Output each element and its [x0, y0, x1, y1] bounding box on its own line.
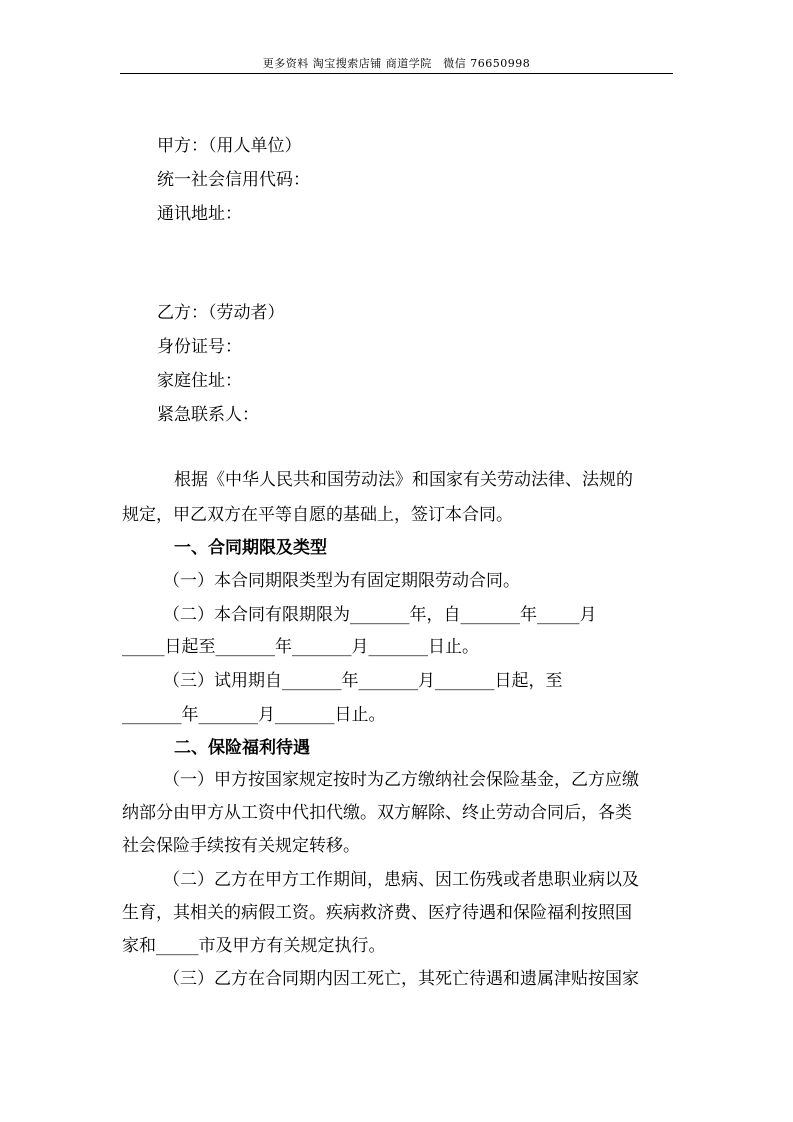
header-divider	[120, 73, 673, 74]
clause-line: （三）试用期自_______年_______月_______日起，至	[163, 671, 563, 691]
party-a-address: 通讯地址：	[157, 204, 242, 224]
clause-line: （三）乙方在合同期内因工死亡，其死亡待遇和遗属津贴按国家	[163, 969, 639, 989]
section-heading: 二、保险福利待遇	[174, 738, 310, 758]
party-b-home-address: 家庭住址：	[157, 371, 242, 391]
page-header: 更多资料 淘宝搜索店铺 商道学院 微信 76650998	[262, 57, 531, 70]
party-b-emergency-contact: 紧急联系人：	[157, 405, 259, 425]
clause-line: （一）本合同期限类型为有固定期限劳动合同。	[163, 571, 520, 591]
section-heading: 一、合同期限及类型	[174, 538, 327, 558]
clause-line: 生育，其相关的病假工资。疾病救济费、医疗待遇和保险福利按照国	[122, 903, 632, 923]
preamble-line: 根据《中华人民共和国劳动法》和国家有关劳动法律、法规的	[174, 470, 633, 490]
preamble-line: 规定，甲乙双方在平等自愿的基础上，签订本合同。	[122, 505, 513, 525]
clause-line: 纳部分由甲方从工资中代扣代缴。双方解除、终止劳动合同后，各类	[122, 803, 632, 823]
clause-line: _____日起至_______年_______月_______日止。	[122, 637, 479, 657]
party-a-credit-code: 统一社会信用代码：	[157, 170, 310, 190]
party-a-name: 甲方：（用人单位）	[157, 136, 302, 156]
party-b-name: 乙方：（劳动者）	[157, 303, 285, 323]
clause-line: （二）乙方在甲方工作期间，患病、因工伤残或者患职业病以及	[163, 870, 639, 890]
clause-line: 社会保险手续按有关规定转移。	[122, 836, 360, 856]
clause-line: （二）本合同有限期限为_______年，自_______年_____月	[163, 605, 597, 625]
party-b-id-number: 身份证号：	[157, 337, 242, 357]
clause-line: _______年_______月_______日止。	[122, 705, 386, 725]
clause-line: 家和_____市及甲方有关规定执行。	[122, 936, 386, 956]
clause-line: （一）甲方按国家规定按时为乙方缴纳社会保险基金，乙方应缴	[163, 770, 639, 790]
